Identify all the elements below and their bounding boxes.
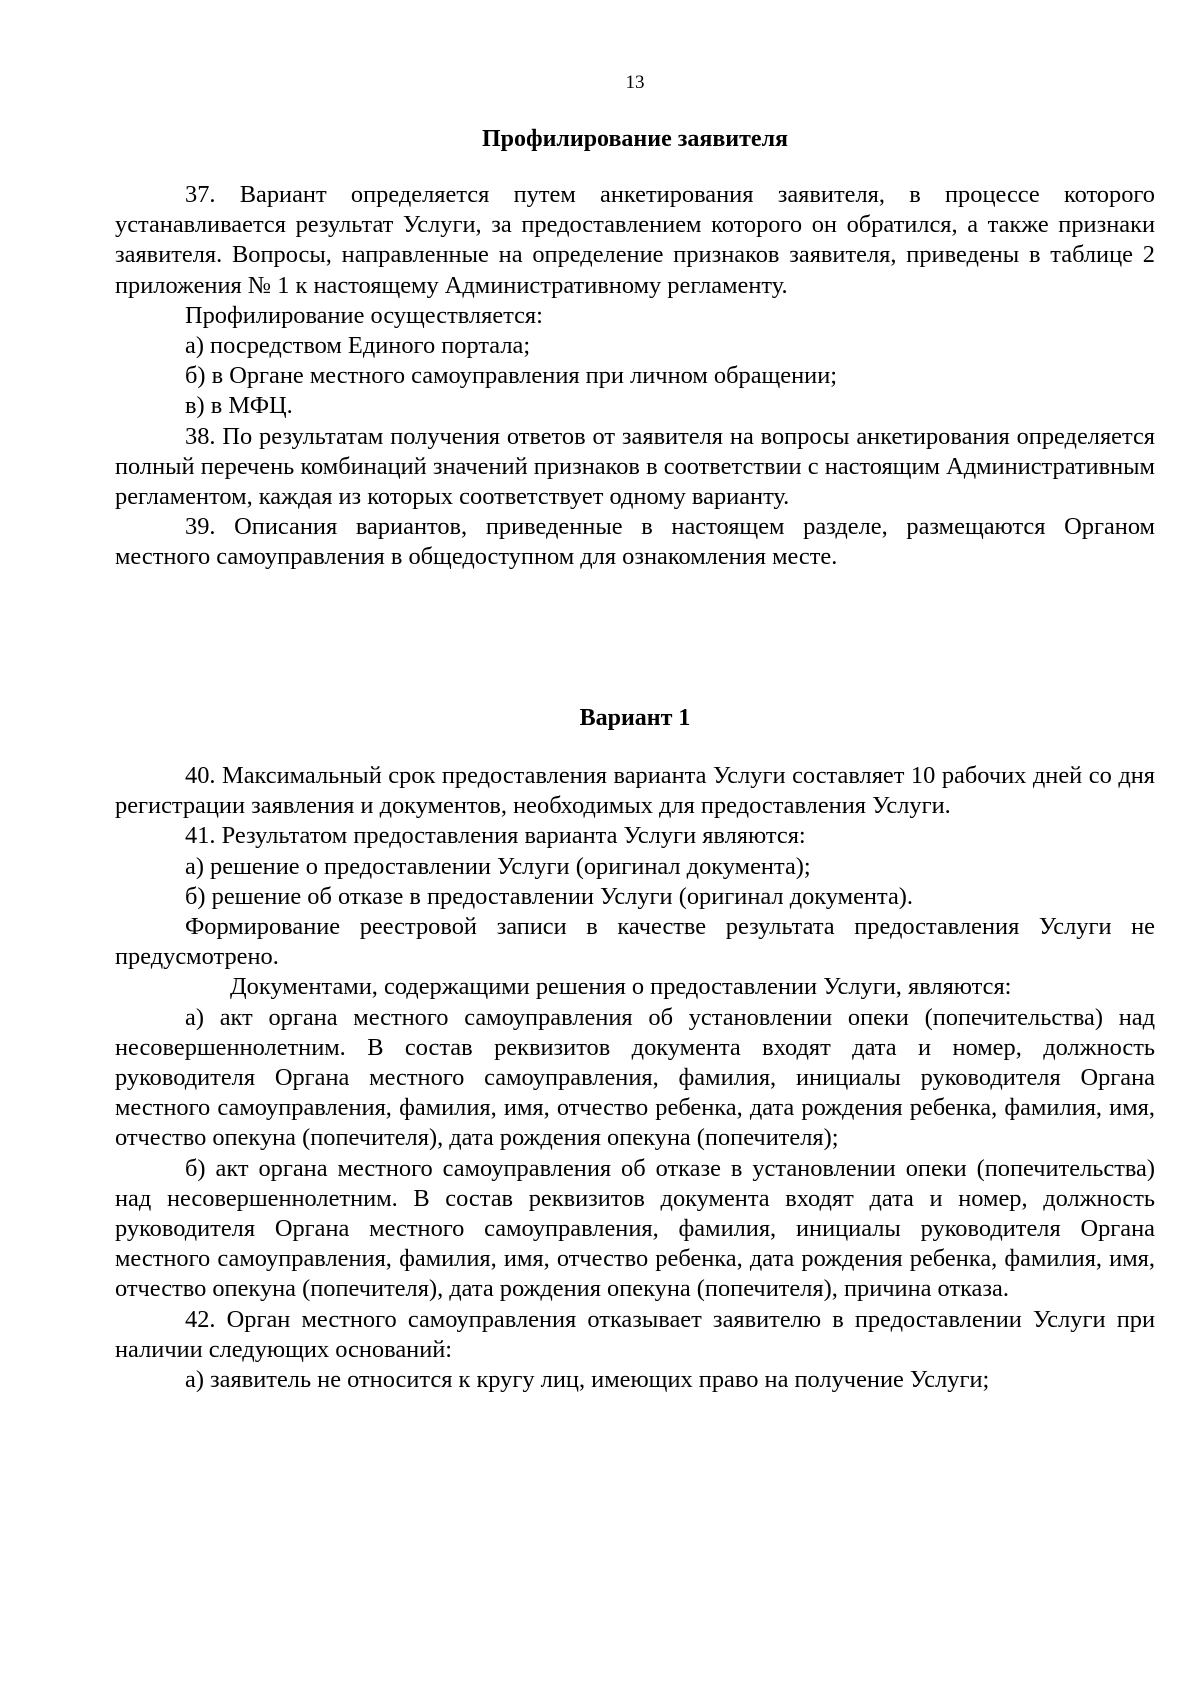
paragraph-41: 41. Результатом предоставления варианта Услуги являются:	[185, 822, 806, 850]
page-number: 13	[625, 72, 645, 93]
list-item-b: б) в Органе местного самоуправления при личном обращении;	[185, 362, 838, 390]
list-item-a-act: а) акт органа местного самоуправления об установлении опеки (попечительства) над несовершеннолетним. В состав реквизитов документа входят дата и номер, должность руководителя Органа местного самоуправления, фамилия, инициалы руководителя Органа местного самоуправления, фамилия, имя, отчество ребенка, дата рождения ребенка, фамилия, имя, отчество опекуна (попечителя), дата рождения опекуна (попечителя);	[115, 1003, 1155, 1152]
paragraph-registry-record: Формирование реестровой записи в качестве результата предоставления Услуги не предусмотрено.	[115, 913, 1155, 971]
paragraph-40: 40. Максимальный срок предоставления варианта Услуги составляет 10 рабочих дней со дня регистрации заявления и документов, необходимых для предоставления Услуги.	[115, 762, 1155, 820]
paragraph-38: 38. По результатам получения ответов от заявителя на вопросы анкетирования определяется полный перечень комбинаций значений признаков в соответствии с настоящим Административным регламентом, каждая из которых соответствует одному варианту.	[115, 422, 1155, 511]
list-item-b-act: б) акт органа местного самоуправления об отказе в установлении опеки (попечительства) над несовершеннолетним. В состав реквизитов документа входят дата и номер, должность руководителя Органа местного самоуправления, фамилия, инициалы руководителя Органа местного самоуправления, фамилия, имя, отчество ребенка, дата рождения ребенка, фамилия, имя, отчество опекуна (попечителя), дата рождения опекуна (попечителя), причина отказа.	[115, 1154, 1155, 1303]
list-item-b: б) решение об отказе в предоставлении Услуги (оригинал документа).	[185, 882, 913, 910]
section-variant-1-body	[115, 761, 1155, 1395]
paragraph-42: 42. Орган местного самоуправления отказывает заявителю в предоставлении Услуги при наличии следующих оснований:	[115, 1305, 1155, 1363]
list-item-a: а) решение о предоставлении Услуги (оригинал документа);	[185, 852, 811, 880]
list-item-c: в) в МФЦ.	[185, 392, 293, 420]
section-heading-variant-1: Вариант 1	[579, 705, 691, 731]
section-profiling-body	[115, 180, 1155, 573]
list-item-a-refusal: а) заявитель не относится к кругу лиц, имеющих право на получение Услуги;	[185, 1366, 990, 1394]
section-heading-profiling: Профилирование заявителя	[481, 126, 789, 152]
paragraph-decision-documents: Документами, содержащими решения о предоставлении Услуги, являются:	[230, 973, 1012, 1001]
paragraph-39: 39. Описания вариантов, приведенные в настоящем разделе, размещаются Органом местного самоуправления в общедоступном для ознакомления месте.	[115, 513, 1155, 571]
paragraph-37: 37. Вариант определяется путем анкетирования заявителя, в процессе которого устанавливается результат Услуги, за предоставлением которого он обратился, а также признаки заявителя. Вопросы, направленные на определение признаков заявителя, приведены в таблице 2 приложения № 1 к настоящему Административному регламенту.	[115, 181, 1155, 299]
paragraph-profiling-intro: Профилирование осуществляется:	[185, 301, 543, 329]
list-item-a: а) посредством Единого портала;	[185, 332, 531, 360]
